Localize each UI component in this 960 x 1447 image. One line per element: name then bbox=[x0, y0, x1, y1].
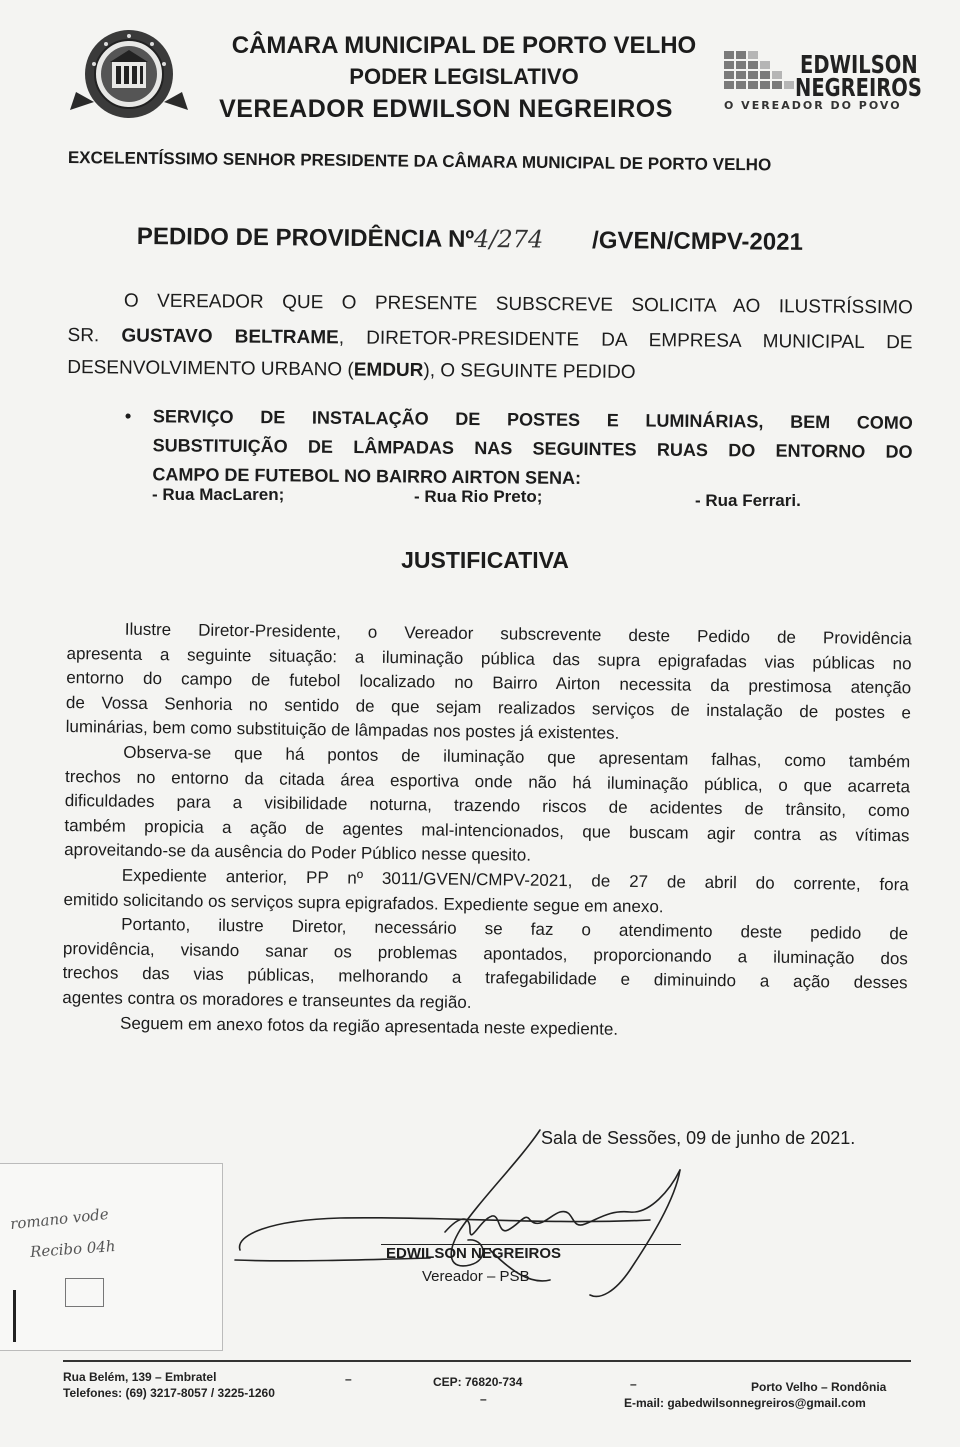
body-line: aproveitando-se da ausência do Poder Público nesse quesito. bbox=[64, 840, 532, 866]
body-line: dificuldades para a visibilidade noturna, trazendo riscos de acidentes de trânsito, como bbox=[64, 791, 910, 821]
footer-rule bbox=[63, 1360, 911, 1362]
brand-name-last: NEGREIROS bbox=[795, 73, 922, 102]
body-line: apresenta a seguinte situação: a iluminação pública das supra epigrafadas vias públicas no bbox=[66, 643, 912, 673]
brand-tagline: O VEREADOR DO POVO bbox=[724, 99, 902, 112]
place-and-date: Sala de Sessões, 09 de junho de 2021. bbox=[541, 1128, 856, 1148]
body-line: Expediente anterior, PP nº 3011/GVEN/CMPV-2021, de 27 de abril do corrente, fora bbox=[121, 865, 909, 895]
footer-separator: – bbox=[630, 1377, 637, 1391]
bullet-line-1: SERVIÇO DE INSTALAÇÃO DE POSTES E LUMINÁRIAS, BEM COMO bbox=[152, 406, 913, 433]
body-line: entorno do campo de futebol localizado no Bairro Airton necessita da prestimosa atenção bbox=[66, 668, 912, 698]
justification-body bbox=[62, 617, 912, 1045]
street-item: - Rua MacLaren; bbox=[152, 485, 285, 504]
receipt-stamp bbox=[0, 1163, 223, 1351]
chamber-name: CÂMARA MUNICIPAL DE PORTO VELHO bbox=[231, 32, 697, 59]
document-title bbox=[137, 222, 803, 257]
bullet-line-2: SUBSTITUIÇÃO DE LÂMPADAS NAS SEGUINTES RUAS DO ENTORNO DO bbox=[152, 435, 913, 462]
body-line: trechos no entorno da citada área esportiva onde não há iluminação pública, o que acarreta bbox=[64, 766, 911, 796]
signer-role: Vereador – PSB bbox=[422, 1268, 530, 1285]
footer-separator: – bbox=[345, 1372, 352, 1386]
request-sr: SR. bbox=[67, 324, 100, 347]
justification-heading: JUSTIFICATIVA bbox=[401, 547, 569, 573]
councilor-name-header: VEREADOR EDWILSON NEGREIROS bbox=[219, 95, 673, 123]
footer-separator: – bbox=[480, 1392, 487, 1406]
handwritten-note: romano vode bbox=[9, 1204, 110, 1234]
legislative-power: PODER LEGISLATIVO bbox=[349, 64, 579, 89]
street-item: - Rua Rio Preto; bbox=[414, 487, 543, 506]
title-prefix: PEDIDO DE PROVIDÊNCIA Nº bbox=[136, 222, 475, 253]
bullet-icon: • bbox=[124, 405, 132, 427]
body-line: Seguem em anexo fotos da região apresentada neste expediente. bbox=[119, 1013, 619, 1039]
body-line: trechos das vias públicas, melhorando a trafegabilidade e diminuindo a ação desses bbox=[62, 963, 908, 993]
body-line: também propicia a ação de agentes mal-intencionados, que buscam agir contra as vítimas bbox=[64, 815, 910, 846]
request-line-2-rest: , DIRETOR-PRESIDENTE DA EMPRESA MUNICIPAL DE bbox=[338, 327, 913, 354]
request-line-3-pre: DESENVOLVIMENTO URBANO ( bbox=[67, 356, 354, 381]
request-line-1: O VEREADOR QUE O PRESENTE SUBSCREVE SOLICITA AO ILUSTRÍSSIMO bbox=[123, 290, 913, 319]
request-line-3 bbox=[67, 353, 912, 390]
bullet-text bbox=[152, 403, 913, 494]
checkbox-drawing bbox=[65, 1278, 104, 1307]
title-suffix: /GVEN/CMPV-2021 bbox=[592, 226, 803, 256]
body-line: Observa-se que há pontos de iluminação que apresentam falhas, como também bbox=[123, 742, 911, 772]
footer-cep: CEP: 76820-734 bbox=[433, 1375, 523, 1389]
brand-name-first: EDWILSON bbox=[800, 50, 918, 79]
footer-phones: Telefones: (69) 3217-8057 / 3225-1260 bbox=[63, 1386, 275, 1400]
handwritten-note: Recibo 04h bbox=[29, 1237, 117, 1261]
request-bullet bbox=[124, 403, 915, 488]
request-line-3-post: ), O SEGUINTE PEDIDO bbox=[423, 360, 636, 383]
footer-city: Porto Velho – Rondônia bbox=[751, 1380, 887, 1394]
body-line: agentes contra os moradores e transeuntes da região. bbox=[62, 987, 472, 1012]
margin-mark bbox=[13, 1290, 16, 1342]
handwritten-number: 4/274 bbox=[474, 224, 544, 254]
agency-acronym: EMDUR bbox=[353, 359, 424, 382]
signer-name: EDWILSON NEGREIROS bbox=[386, 1245, 562, 1262]
body-line: Portanto, ilustre Diretor, necessário se faz o atendimento deste pedido de bbox=[121, 914, 909, 944]
body-line: providência, visando sanar os problemas apontados, proporcionando a iluminação dos bbox=[62, 938, 909, 969]
body-line: de Vossa Senhoria no sentido de que sejam realizados serviços de instalação de postes e bbox=[65, 692, 912, 723]
footer-address: Rua Belém, 139 – Embratel bbox=[63, 1370, 217, 1384]
footer-email: E-mail: gabedwilsonnegreiros@gmail.com bbox=[624, 1396, 866, 1410]
addressee-name: GUSTAVO BELTRAME bbox=[121, 325, 339, 349]
body-line: luminárias, bem como substituição de lâmpadas nos postes já existentes. bbox=[65, 717, 620, 744]
request-paragraph bbox=[67, 286, 913, 390]
body-line: Ilustre Diretor-Presidente, o Vereador subscrevente deste Pedido de Providência bbox=[124, 619, 912, 649]
body-line: emitido solicitando os serviços supra epigrafados. Expediente segue em anexo. bbox=[63, 889, 664, 916]
request-line-2 bbox=[67, 321, 912, 358]
addressee: EXCELENTÍSSIMO SENHOR PRESIDENTE DA CÂMARA MUNICIPAL DE PORTO VELHO bbox=[67, 148, 772, 175]
street-item: - Rua Ferrari. bbox=[695, 491, 801, 510]
bullet-line-3: CAMPO DE FUTEBOL NO BAIRRO AIRTON SENA: bbox=[152, 464, 582, 488]
